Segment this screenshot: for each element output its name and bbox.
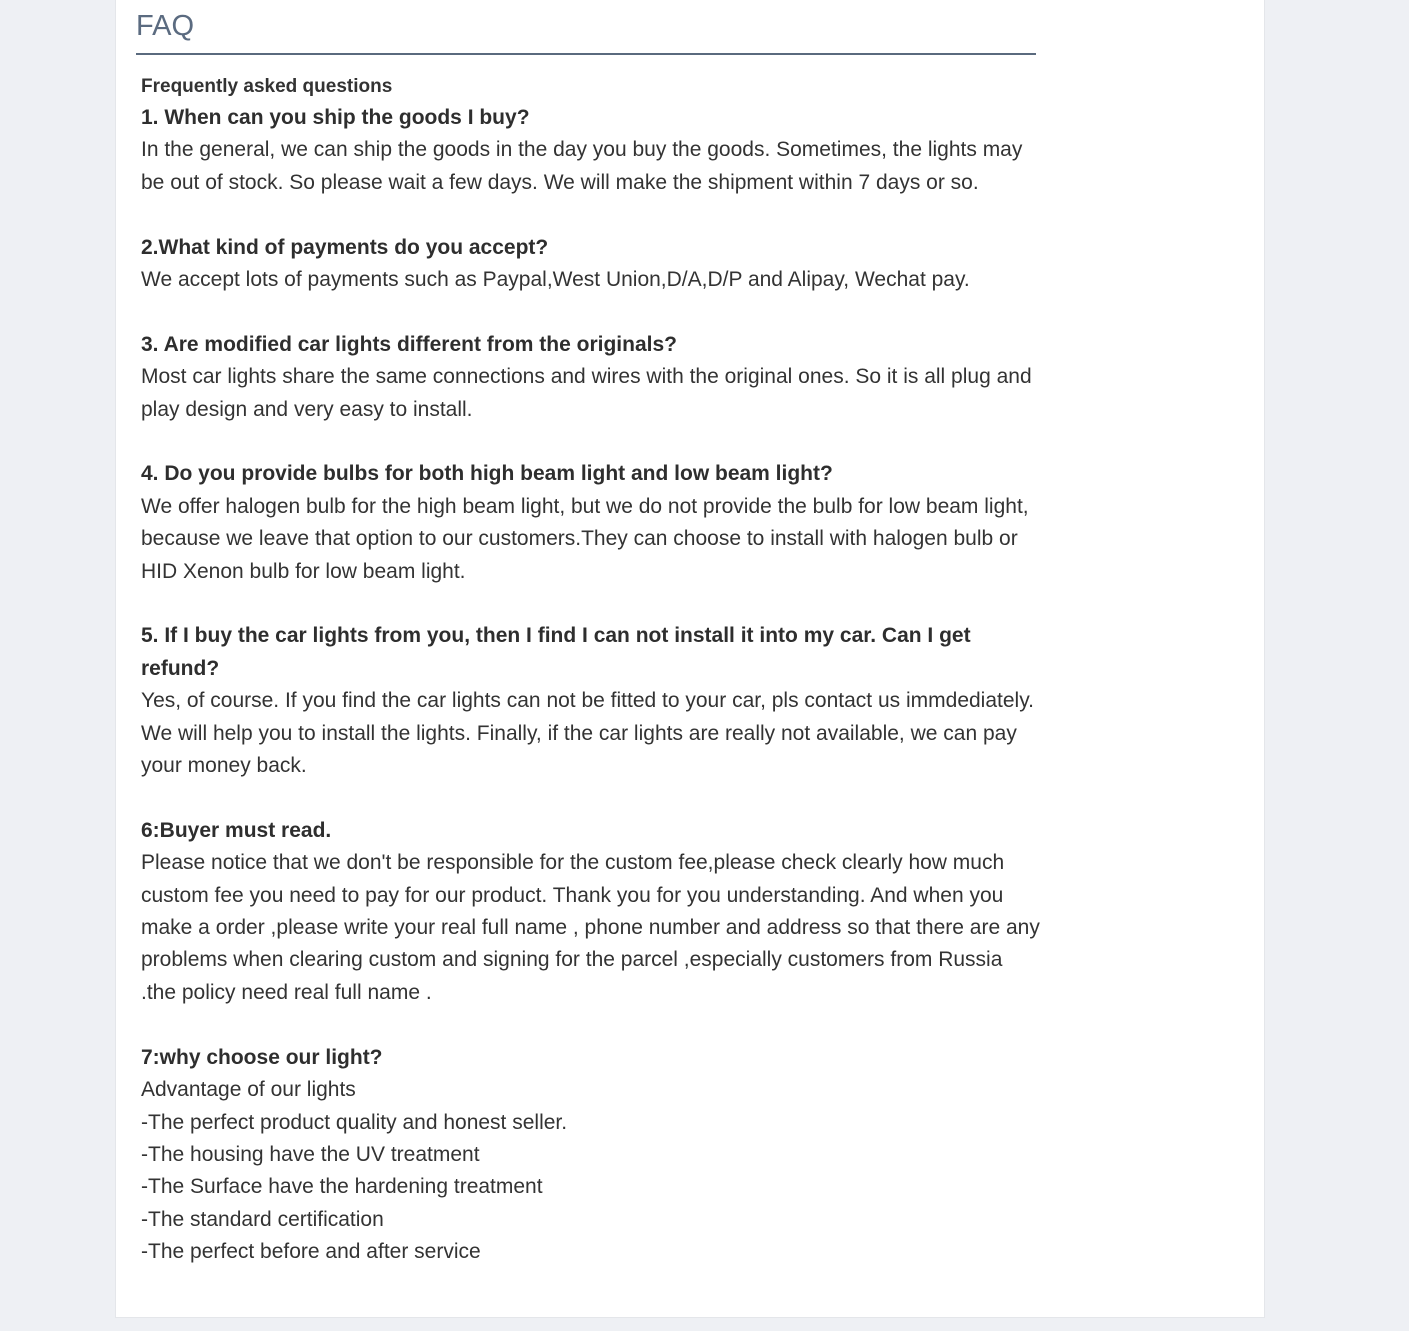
faq-answer-1: In the general, we can ship the goods in the day you buy the goods. Sometimes, the lights may be out of stock. So please wait a few days. We will make the shipment within 7 days or so. [141,138,1023,194]
faq-question-6: 6:Buyer must read. [141,818,332,842]
faq-answer-7-intro: Advantage of our lights [141,1078,356,1102]
faq-spacer [141,1009,1041,1041]
faq-title: FAQ [136,10,195,42]
faq-answer-3: Most car lights share the same connections and wires with the original ones. So it is all plug and play design and very easy to install. [141,365,1032,421]
faq-card [115,0,1265,1318]
faq-spacer [141,199,1041,231]
faq-answer-6: Please notice that we don't be responsible for the custom fee,please check clearly how much custom fee you need to pay for our product. Thank you for you understanding. And when you make a order ,please write your real full name , phone number and address so that there are any problems when clearing custom and signing for the parcel ,especially customers from Russia .the policy need real full name . [141,851,1040,1004]
advantage-item: -The perfect product quality and honest seller. [141,1110,568,1134]
faq-subtitle: Frequently asked questions [141,76,393,97]
faq-answer-2: We accept lots of payments such as Paypal,West Union,D/A,D/P and Alipay, Wechat pay. [141,268,970,292]
advantage-item: -The housing have the UV treatment [141,1142,480,1166]
faq-question-5: 5. If I buy the car lights from you, then I find I can not install it into my car. Can I get refund? [141,624,971,680]
faq-question-7: 7:why choose our light? [141,1045,383,1069]
faq-question-3: 3. Are modified car lights different from the originals? [141,332,677,356]
faq-spacer [141,296,1041,328]
faq-answer-4: We offer halogen bulb for the high beam light, but we do not provide the bulb for low beam light, because we leave that option to our customers.They can choose to install with halogen bulb or HID Xenon bulb for low beam light. [141,494,1029,583]
faq-question-4: 4. Do you provide bulbs for both high beam light and low beam light? [141,462,833,486]
faq-spacer [141,588,1041,620]
advantage-item: -The standard certification [141,1207,384,1231]
advantage-item: -The Surface have the hardening treatment [141,1175,543,1199]
faq-spacer [141,782,1041,814]
faq-question-1: 1. When can you ship the goods I buy? [141,106,530,129]
faq-answer-5: Yes, of course. If you find the car lights can not be fitted to your car, pls contact us immdediately. We will help you to install the lights. Finally, if the car lights are really not available, we can pay your money back. [141,689,1034,778]
faq-spacer [141,426,1041,458]
faq-question-2: 2.What kind of payments do you accept? [141,235,549,259]
faq-body [141,72,1041,1269]
faq-header [136,0,1036,55]
advantage-item: -The perfect before and after service [141,1240,481,1264]
